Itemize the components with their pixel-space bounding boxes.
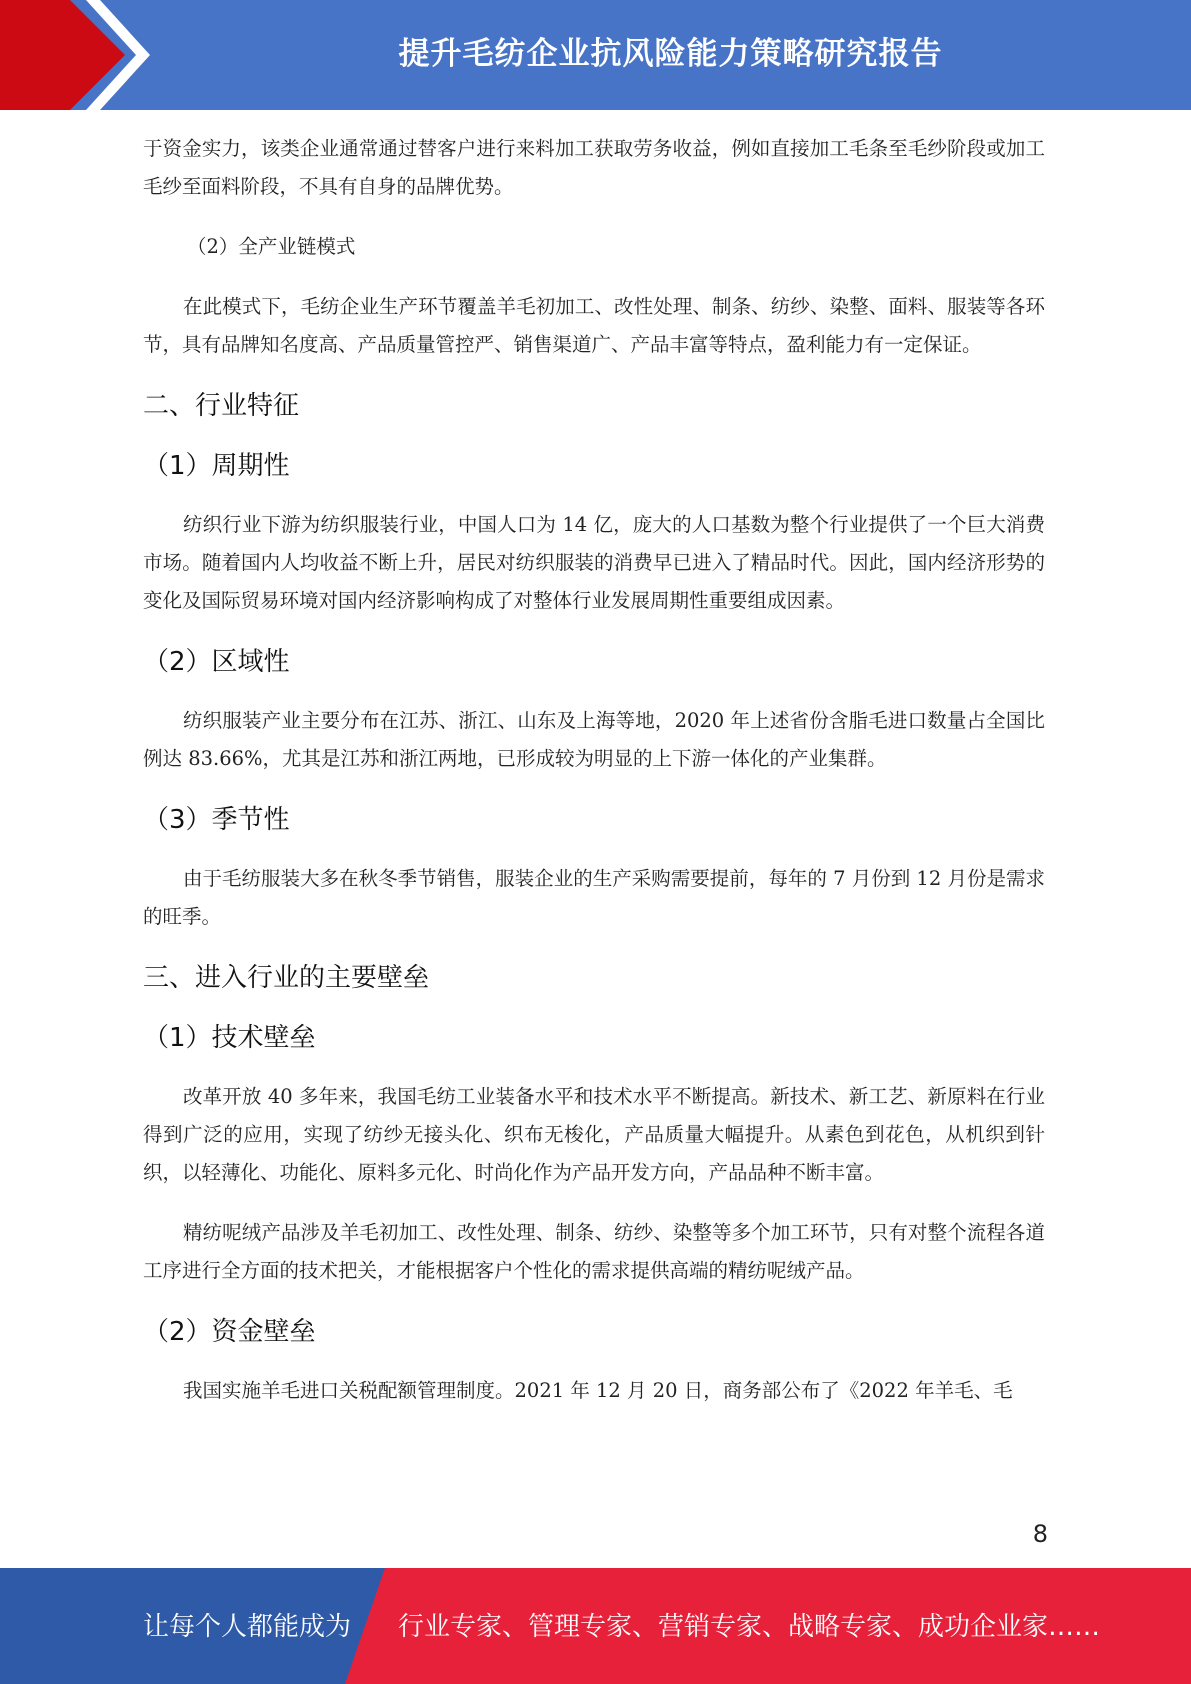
footer-slogan-left: 让每个人都能成为 [143,1612,352,1642]
paragraph-full-chain: 在此模式下，毛纺企业生产环节覆盖羊毛初加工、改性处理、制条、纺纱、染整、面料、服装等各环节，具有品牌知名度高、产品质量管控严、销售渠道广、产品丰富等特点，盈利能力有一定保证。 [143,295,1045,356]
footer-slogan-right: 行业专家、管理专家、营销专家、战略专家、成功企业家…… [398,1612,1101,1642]
paragraph-capital-barrier: 我国实施羊毛进口关税配额管理制度。2021 年 12 月 20 日，商务部公布了《2022 年羊毛、毛 [183,1379,1013,1402]
paragraph-seasonality: 由于毛纺服装大多在秋冬季节销售，服装企业的生产采购需要提前，每年的 7 月份到 12 月份是需求的旺季。 [143,867,1045,928]
paragraph-regionality: 纺织服装产业主要分布在江苏、浙江、山东及上海等地，2020 年上述省份含脂毛进口数量占全国比例达 83.66%，尤其是江苏和浙江两地，已形成较为明显的上下游一体化的产业集群。 [143,709,1045,770]
paragraph-technical-barrier-2: 精纺呢绒产品涉及羊毛初加工、改性处理、制条、纺纱、染整等多个加工环节，只有对整个流程各道工序进行全方面的技术把关，才能根据客户个性化的需求提供高端的精纺呢绒产品。 [143,1221,1045,1282]
heading-regionality: （2）区域性 [143,647,290,677]
document-body [143,130,1045,1432]
paragraph-technical-barrier-1: 改革开放 40 多年来，我国毛纺工业装备水平和技术水平不断提高。新技术、新工艺、新原料在行业得到广泛的应用，实现了纺纱无接头化、织布无梭化，产品质量大幅提升。从素色到花色，从机织到针织，以轻薄化、功能化、原料多元化、时尚化作为产品开发方向，产品品种不断丰富。 [143,1085,1045,1184]
heading-technical-barrier: （1）技术壁垒 [143,1023,316,1053]
document-title: 提升毛纺企业抗风险能力策略研究报告 [398,36,943,72]
section-heading-entry-barriers: 三、进入行业的主要壁垒 [143,963,430,993]
heading-cyclicality: （1）周期性 [143,451,290,481]
section-heading-industry-features: 二、行业特征 [143,391,300,421]
paragraph-continued: 于资金实力，该类企业通常通过替客户进行来料加工获取劳务收益，例如直接加工毛条至毛纱阶段或加工毛纱至面料阶段，不具有自身的品牌优势。 [143,137,1045,198]
heading-capital-barrier: （2）资金壁垒 [143,1317,316,1347]
subheading-full-chain-mode: （2）全产业链模式 [187,235,356,258]
paragraph-cyclicality: 纺织行业下游为纺织服装行业，中国人口为 14 亿，庞大的人口基数为整个行业提供了一个巨大消费市场。随着国内人均收益不断上升，居民对纺织服装的消费早已进入了精品时代。因此，国内经济形势的变化及国际贸易环境对国内经济影响构成了对整体行业发展周期性重要组成因素。 [143,513,1045,612]
page-number: 8 [1032,1520,1048,1548]
heading-seasonality: （3）季节性 [143,805,290,835]
page-header [0,0,1191,110]
page-footer [0,1568,1191,1684]
